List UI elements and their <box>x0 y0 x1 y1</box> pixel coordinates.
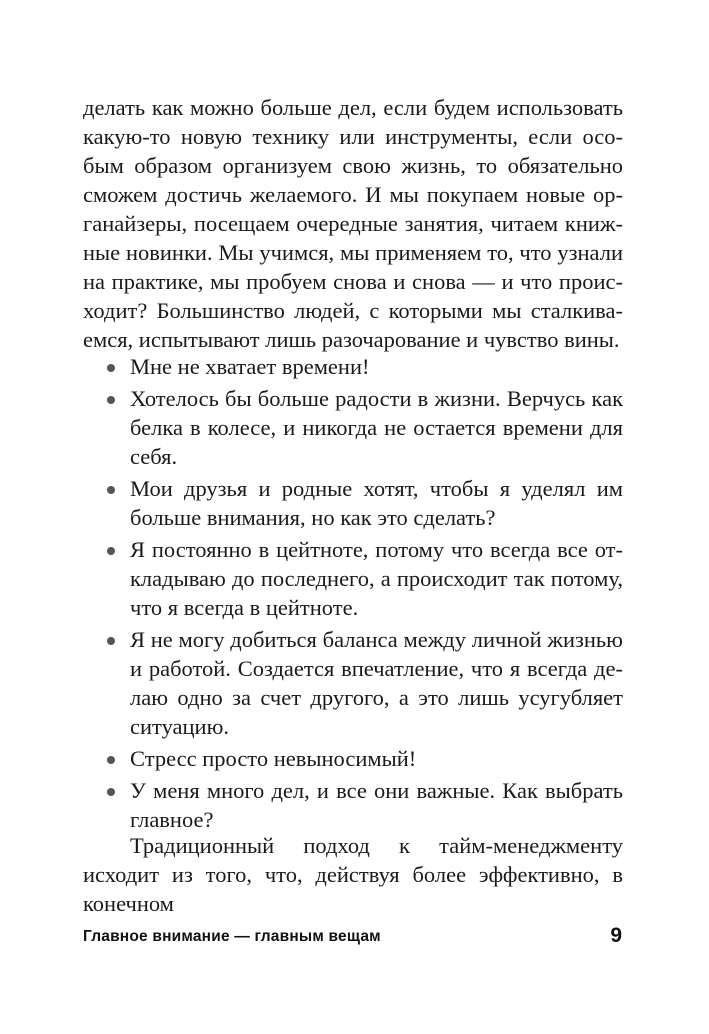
list-item <box>83 384 623 471</box>
list-item <box>83 474 623 532</box>
body-paragraph-bottom: Традиционный подход к тайм-менеджменту исходит из того, что, действуя более эффективно, в конечном <box>83 833 623 916</box>
list-item-text: Хотелось бы больше радости в жизни. Верчусь как белка в колесе, и никогда не остается времени для себя. <box>130 386 623 469</box>
bullet-dot-icon <box>107 547 115 555</box>
running-title: Главное внимание — главным вещам <box>83 928 381 945</box>
bullet-dot-icon <box>107 396 115 404</box>
bullet-dot-icon <box>107 756 115 764</box>
complaint-bullet-list <box>83 352 623 837</box>
page-number: 9 <box>610 924 622 947</box>
list-item-text: Я постоянно в цейтноте, потому что всегда все откладываю до последнего, а происходит так потому, что я всегда в цейтноте. <box>130 537 623 620</box>
list-item <box>83 744 623 773</box>
list-item <box>83 352 623 381</box>
list-item-text: Мои друзья и родные хотят, чтобы я уделял им больше внимания, но как это сделать? <box>130 476 623 530</box>
bullet-dot-icon <box>107 637 115 645</box>
bullet-dot-icon <box>107 486 115 494</box>
list-item <box>83 776 623 834</box>
bullet-dot-icon <box>107 364 115 372</box>
list-item-text: У меня много дел, и все они важные. Как выбрать главное? <box>130 778 623 832</box>
list-item-text: Мне не хватает времени! <box>130 354 370 379</box>
list-item-text: Я не могу добиться баланса между личной жизнью и работой. Создается впечатление, что я всегда делаю одно за счет другого, а это лишь усугубляет ситуацию. <box>130 627 623 739</box>
list-item <box>83 625 623 741</box>
body-paragraph-top: делать как можно больше дел, если будем использовать какую-то новую технику или инструменты, если особым образом организуем свою жизнь, то обязательно сможем достичь желаемого. И мы покупаем новые органайзеры, посещаем очередные занятия, читаем книжные новинки. Мы учимся, мы применяем то, что узнали на практике, мы пробуем снова и снова — и что происходит? Большинство людей, с которыми мы сталкиваемся, испытывают лишь разочарование и чувство вины. <box>83 95 623 352</box>
bullet-dot-icon <box>107 788 115 796</box>
list-item <box>83 535 623 622</box>
list-item-text: Стресс просто невыносимый! <box>130 746 417 771</box>
